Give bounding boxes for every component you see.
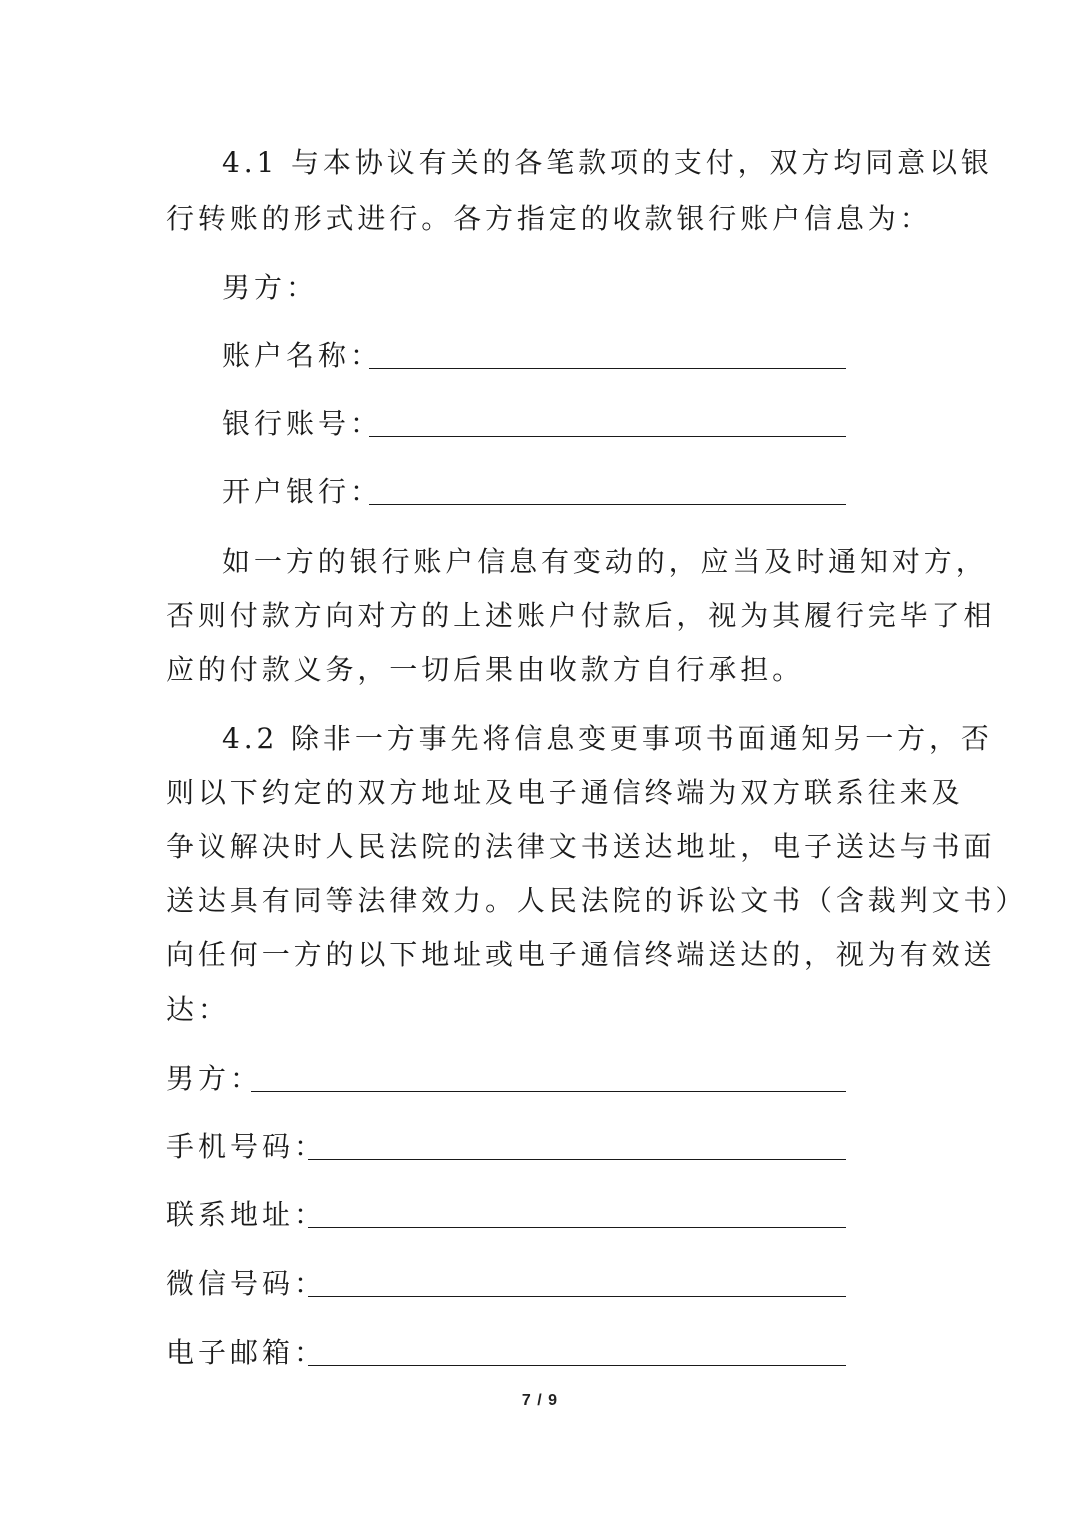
section-4-1-line-1: 4.1 与本协议有关的各笔款项的支付，双方均同意以银 [222, 146, 993, 179]
notice-line-2: 否则付款方向对方的上述账户付款后，视为其履行完毕了相 [166, 599, 996, 632]
section-4-1-line-2: 行转账的形式进行。各方指定的收款银行账户信息为： [166, 202, 932, 235]
section-4-2-line-2: 则以下约定的双方地址及电子通信终端为双方联系往来及 [166, 776, 964, 809]
section-4-2-line-5: 向任何一方的以下地址或电子通信终端送达的，视为有效送 [166, 938, 996, 971]
service-party-blank[interactable] [251, 1091, 846, 1092]
phone-label: 手机号码： [166, 1130, 327, 1163]
page-number: 7 / 9 [521, 1392, 559, 1409]
section-4-2-line-1: 4.2 除非一方事先将信息变更事项书面通知另一方，否 [222, 722, 993, 755]
account-number-blank[interactable] [369, 436, 846, 437]
section-4-2-line-6: 达： [166, 993, 230, 1026]
email-blank[interactable] [308, 1365, 846, 1366]
bank-label: 开户银行： [222, 475, 383, 508]
notice-line-3: 应的付款义务，一切后果由收款方自行承担。 [166, 653, 805, 686]
email-label: 电子邮箱： [166, 1336, 327, 1369]
account-number-label: 银行账号： [222, 407, 383, 440]
section-4-2-line-3: 争议解决时人民法院的法律文书送达地址，电子送达与书面 [166, 830, 996, 863]
service-party-label: 男方： [166, 1062, 263, 1095]
phone-blank[interactable] [308, 1159, 846, 1160]
address-blank[interactable] [308, 1227, 846, 1228]
wechat-label: 微信号码： [166, 1267, 327, 1300]
wechat-blank[interactable] [308, 1296, 846, 1297]
account-name-blank[interactable] [369, 368, 846, 369]
address-label: 联系地址： [166, 1198, 327, 1231]
account-name-label: 账户名称： [222, 339, 383, 372]
bank-blank[interactable] [369, 504, 846, 505]
section-4-2-line-4: 送达具有同等法律效力。人民法院的诉讼文书（含裁判文书） [166, 884, 1028, 917]
notice-line-1: 如一方的银行账户信息有变动的，应当及时通知对方， [222, 545, 988, 578]
bank-party-label: 男方： [222, 271, 319, 304]
